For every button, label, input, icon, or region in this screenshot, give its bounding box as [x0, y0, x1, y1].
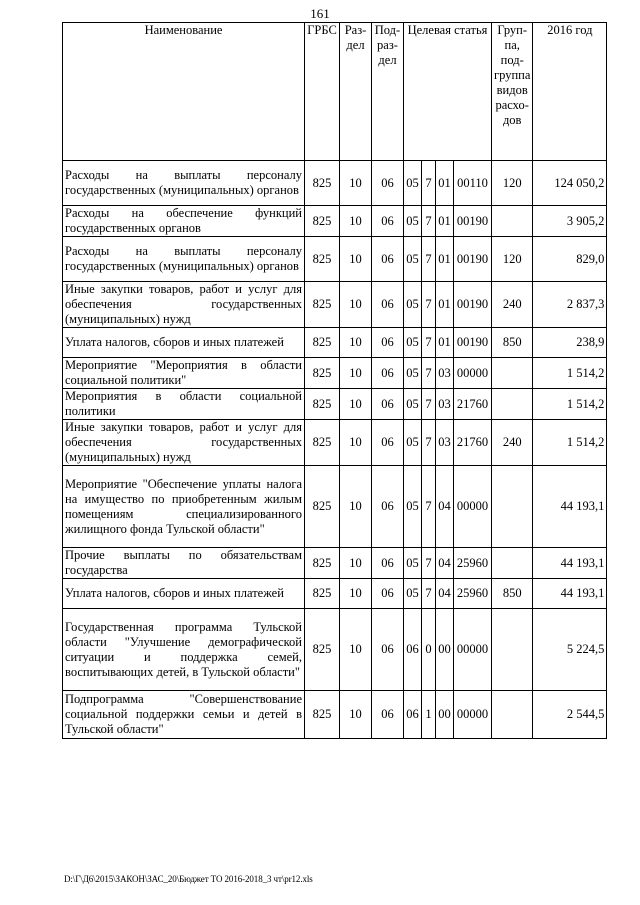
podrazdel-cell: 06 — [372, 161, 404, 206]
header-year: 2016 год — [533, 23, 607, 161]
table-row — [63, 420, 607, 466]
table-row — [63, 389, 607, 420]
cs-direction-cell: 00000 — [454, 466, 492, 548]
razdel-cell: 10 — [340, 206, 372, 237]
podrazdel-cell: 06 — [372, 691, 404, 739]
vr-cell — [492, 358, 533, 389]
grbs-cell: 825 — [305, 466, 340, 548]
razdel-cell: 10 — [340, 389, 372, 420]
cs-event-cell: 01 — [436, 282, 454, 328]
cs-program-cell: 05 — [404, 237, 422, 282]
cs-event-cell: 03 — [436, 389, 454, 420]
podrazdel-cell: 06 — [372, 548, 404, 579]
cs-event-cell: 03 — [436, 358, 454, 389]
podrazdel-cell: 06 — [372, 328, 404, 358]
vr-cell: 850 — [492, 328, 533, 358]
vr-cell — [492, 466, 533, 548]
podrazdel-cell: 06 — [372, 282, 404, 328]
cs-direction-cell: 25960 — [454, 579, 492, 609]
cs-event-cell: 04 — [436, 548, 454, 579]
row-name: Иные закупки товаров, работ и услуг для обеспечения государственных (муниципальных) нужд — [63, 420, 305, 466]
razdel-cell: 10 — [340, 420, 372, 466]
razdel-cell: 10 — [340, 466, 372, 548]
cs-subprogram-cell: 7 — [422, 237, 436, 282]
cs-direction-cell: 00190 — [454, 237, 492, 282]
grbs-cell: 825 — [305, 609, 340, 691]
cs-subprogram-cell: 7 — [422, 328, 436, 358]
table-row — [63, 691, 607, 739]
vr-cell — [492, 548, 533, 579]
cs-subprogram-cell: 0 — [422, 609, 436, 691]
podrazdel-cell: 06 — [372, 389, 404, 420]
razdel-cell: 10 — [340, 579, 372, 609]
header-gruppa: Груп-па, под-группа видов расхо-дов — [492, 23, 533, 161]
razdel-cell: 10 — [340, 609, 372, 691]
cs-direction-cell: 00190 — [454, 282, 492, 328]
amount-cell: 124 050,2 — [533, 161, 607, 206]
podrazdel-cell: 06 — [372, 609, 404, 691]
grbs-cell: 825 — [305, 328, 340, 358]
amount-cell: 2 837,3 — [533, 282, 607, 328]
table-row — [63, 161, 607, 206]
row-name: Расходы на выплаты персоналу государственных (муниципальных) органов — [63, 237, 305, 282]
amount-cell: 5 224,5 — [533, 609, 607, 691]
cs-program-cell: 05 — [404, 206, 422, 237]
cs-program-cell: 06 — [404, 609, 422, 691]
grbs-cell: 825 — [305, 579, 340, 609]
cs-program-cell: 05 — [404, 579, 422, 609]
grbs-cell: 825 — [305, 282, 340, 328]
vr-cell: 120 — [492, 161, 533, 206]
cs-event-cell: 04 — [436, 466, 454, 548]
amount-cell: 1 514,2 — [533, 389, 607, 420]
vr-cell: 850 — [492, 579, 533, 609]
vr-cell: 240 — [492, 420, 533, 466]
grbs-cell: 825 — [305, 389, 340, 420]
podrazdel-cell: 06 — [372, 237, 404, 282]
cs-subprogram-cell: 7 — [422, 548, 436, 579]
cs-subprogram-cell: 7 — [422, 389, 436, 420]
grbs-cell: 825 — [305, 420, 340, 466]
grbs-cell: 825 — [305, 206, 340, 237]
vr-cell — [492, 389, 533, 420]
razdel-cell: 10 — [340, 548, 372, 579]
grbs-cell: 825 — [305, 358, 340, 389]
table-row — [63, 548, 607, 579]
table-row — [63, 282, 607, 328]
podrazdel-cell: 06 — [372, 358, 404, 389]
amount-cell: 44 193,1 — [533, 579, 607, 609]
vr-cell — [492, 206, 533, 237]
row-name: Мероприятие "Обеспечение уплаты налога на имущество по приобретенным жилым помещениям специализированного жилищного фонда Тульской области" — [63, 466, 305, 548]
cs-direction-cell: 00000 — [454, 609, 492, 691]
row-name: Расходы на выплаты персоналу государственных (муниципальных) органов — [63, 161, 305, 206]
cs-program-cell: 05 — [404, 358, 422, 389]
podrazdel-cell: 06 — [372, 466, 404, 548]
cs-subprogram-cell: 1 — [422, 691, 436, 739]
vr-cell — [492, 609, 533, 691]
cs-event-cell: 04 — [436, 579, 454, 609]
row-name: Мероприятия в области социальной политики — [63, 389, 305, 420]
cs-event-cell: 00 — [436, 691, 454, 739]
cs-program-cell: 05 — [404, 328, 422, 358]
row-name: Уплата налогов, сборов и иных платежей — [63, 579, 305, 609]
cs-subprogram-cell: 7 — [422, 282, 436, 328]
table-row — [63, 609, 607, 691]
podrazdel-cell: 06 — [372, 206, 404, 237]
header-row — [63, 23, 607, 161]
table-row — [63, 206, 607, 237]
razdel-cell: 10 — [340, 282, 372, 328]
cs-direction-cell: 25960 — [454, 548, 492, 579]
row-name: Государственная программа Тульской области "Улучшение демографической ситуации и поддержка семей, воспитывающих детей, в Тульской области" — [63, 609, 305, 691]
cs-subprogram-cell: 7 — [422, 579, 436, 609]
cs-event-cell: 01 — [436, 206, 454, 237]
amount-cell: 3 905,2 — [533, 206, 607, 237]
row-name: Подпрограмма "Совершенствование социальной поддержки семьи и детей в Тульской области" — [63, 691, 305, 739]
header-grbs: ГРБС — [305, 23, 340, 161]
header-podrazdel: Под-раз-дел — [372, 23, 404, 161]
amount-cell: 238,9 — [533, 328, 607, 358]
amount-cell: 2 544,5 — [533, 691, 607, 739]
cs-direction-cell: 00000 — [454, 358, 492, 389]
cs-program-cell: 05 — [404, 420, 422, 466]
row-name: Уплата налогов, сборов и иных платежей — [63, 328, 305, 358]
amount-cell: 829,0 — [533, 237, 607, 282]
cs-event-cell: 01 — [436, 328, 454, 358]
table-row — [63, 328, 607, 358]
cs-direction-cell: 00110 — [454, 161, 492, 206]
razdel-cell: 10 — [340, 328, 372, 358]
row-name: Иные закупки товаров, работ и услуг для обеспечения государственных (муниципальных) нужд — [63, 282, 305, 328]
razdel-cell: 10 — [340, 237, 372, 282]
grbs-cell: 825 — [305, 237, 340, 282]
page-number: 161 — [310, 6, 330, 21]
header-celevaya: Целевая статья — [404, 23, 492, 161]
cs-event-cell: 03 — [436, 420, 454, 466]
table-row — [63, 237, 607, 282]
header-name: Наименование — [63, 23, 305, 161]
cs-program-cell: 05 — [404, 282, 422, 328]
file-path-footer: D:\Г\Д6\2015\ЗАКОН\ЗАС_20\Бюджет ТО 2016-2018_3 чт\pr12.xls — [64, 874, 313, 884]
razdel-cell: 10 — [340, 358, 372, 389]
podrazdel-cell: 06 — [372, 579, 404, 609]
cs-program-cell: 06 — [404, 691, 422, 739]
vr-cell: 240 — [492, 282, 533, 328]
row-name: Мероприятие "Мероприятия в области социальной политики" — [63, 358, 305, 389]
row-name: Расходы на обеспечение функций государственных органов — [63, 206, 305, 237]
cs-program-cell: 05 — [404, 466, 422, 548]
cs-event-cell: 00 — [436, 609, 454, 691]
table-row — [63, 358, 607, 389]
cs-direction-cell: 21760 — [454, 389, 492, 420]
amount-cell: 1 514,2 — [533, 358, 607, 389]
cs-subprogram-cell: 7 — [422, 161, 436, 206]
cs-event-cell: 01 — [436, 237, 454, 282]
grbs-cell: 825 — [305, 691, 340, 739]
vr-cell — [492, 691, 533, 739]
cs-direction-cell: 00000 — [454, 691, 492, 739]
budget-table — [62, 22, 607, 739]
table-row — [63, 579, 607, 609]
cs-subprogram-cell: 7 — [422, 420, 436, 466]
grbs-cell: 825 — [305, 548, 340, 579]
header-razdel: Раз-дел — [340, 23, 372, 161]
cs-direction-cell: 00190 — [454, 206, 492, 237]
vr-cell: 120 — [492, 237, 533, 282]
razdel-cell: 10 — [340, 691, 372, 739]
cs-program-cell: 05 — [404, 548, 422, 579]
cs-subprogram-cell: 7 — [422, 206, 436, 237]
amount-cell: 1 514,2 — [533, 420, 607, 466]
podrazdel-cell: 06 — [372, 420, 404, 466]
cs-program-cell: 05 — [404, 389, 422, 420]
cs-subprogram-cell: 7 — [422, 358, 436, 389]
amount-cell: 44 193,1 — [533, 548, 607, 579]
row-name: Прочие выплаты по обязательствам государства — [63, 548, 305, 579]
cs-subprogram-cell: 7 — [422, 466, 436, 548]
table-row — [63, 466, 607, 548]
cs-direction-cell: 00190 — [454, 328, 492, 358]
cs-program-cell: 05 — [404, 161, 422, 206]
amount-cell: 44 193,1 — [533, 466, 607, 548]
cs-direction-cell: 21760 — [454, 420, 492, 466]
razdel-cell: 10 — [340, 161, 372, 206]
cs-event-cell: 01 — [436, 161, 454, 206]
grbs-cell: 825 — [305, 161, 340, 206]
